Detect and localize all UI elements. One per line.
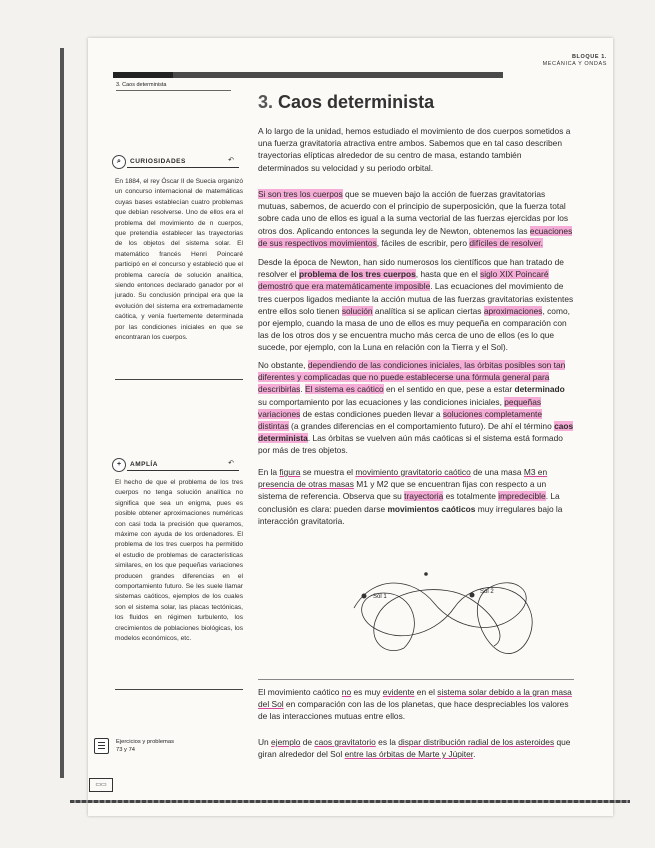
amplia-box xyxy=(115,478,243,645)
underline: sistema solar debido a la gran masa del Sol xyxy=(258,687,572,710)
paragraph-7 xyxy=(258,736,574,760)
text-run: Un xyxy=(258,737,272,747)
underline: caos gravitatorio xyxy=(314,737,376,747)
underline: M3 xyxy=(523,467,536,477)
exercises-reference xyxy=(116,738,174,754)
amplia-header xyxy=(112,458,244,472)
text-run: M1 y M2 que se encuentran fijas con respecto a un sistema de referencia. Observa que su xyxy=(258,479,547,502)
exercises-label: Ejercicios y problemas xyxy=(116,739,174,745)
paragraph-2 xyxy=(258,188,574,249)
highlight: trayectoria xyxy=(404,491,444,502)
header-bar xyxy=(113,72,503,78)
text-run: se muestra el xyxy=(300,467,356,477)
text-run: El movimiento caótico xyxy=(258,687,342,697)
text-run: muy irregulares bajo la interacción gravitatoria. xyxy=(258,503,563,526)
sun-1-mass xyxy=(362,594,367,599)
text-run: que giran alrededor del Sol xyxy=(258,737,571,760)
underline: dispar distribución radial de los asteroides xyxy=(398,737,555,747)
text-run: de una masa xyxy=(470,467,524,477)
highlight: difíciles de resolver. xyxy=(469,237,543,248)
section-label: 3. Caos determinista xyxy=(116,82,167,88)
text-run: es muy xyxy=(351,687,383,697)
highlight: El sistema es caótico xyxy=(305,384,384,395)
text-run: es la xyxy=(375,737,399,747)
text-run: Desde la época de Newton, han sido numerosos los científicos que han tratado de resolver el xyxy=(258,257,564,280)
highlight: siglo XIX Poincaré demostró que era matemáticamente imposible xyxy=(258,269,549,292)
paragraph-6 xyxy=(258,686,574,723)
moving-mass xyxy=(424,572,428,576)
text-run: No obstante, xyxy=(258,360,308,370)
underline: entre las órbitas de Marte y Júpiter xyxy=(344,749,474,760)
text-run: , como, por ejemplo, cuando la masa de uno de ellos es muy pequeña en comparación con las de los otros dos y se encuentra mucho más cerca de uno de ellos (es lo que sucede, por ejemplo, con la Luna en relación con la Tierra y el Sol). xyxy=(258,305,570,353)
text-run: su comportamiento por las ecuaciones y las condiciones iniciales, xyxy=(258,396,505,407)
highlight: impredecible xyxy=(498,491,546,502)
page-icon: ▭▭ xyxy=(89,778,113,792)
paragraph-1-text: A lo largo de la unidad, hemos estudiado el movimiento de dos cuerpos sometidos a una fuerza gravitatoria atractiva entre ambos. Sabemos que en tal caso describen trayectorias elípticas alrededor de su centro de masa, estando también determinados su velocidad y su periodo orbital. xyxy=(258,126,571,173)
highlight: aproximaciones xyxy=(483,305,543,316)
text-run: . Las órbitas se vuelven aún más caóticas si el sistema está formado por más de tres objetos. xyxy=(258,433,563,456)
amplia-heading: AMPLÍA xyxy=(130,461,158,468)
text-run: (a grandes diferencias en el comportamiento futuro). De ahí el término xyxy=(288,421,555,432)
paragraph-3 xyxy=(258,256,574,354)
highlight: pequeñas variaciones xyxy=(258,396,542,419)
highlight: soluciones completamente distintas xyxy=(258,408,543,432)
text-run: que se mueven bajo la acción de fuerzas gravitatorias mutuas, sabemos, de acuerdo con el principio de superposición, que la fuerza total sobre cada uno de ellos es igual a la suma vectorial de las fuerzas ejercidas por los otros dos. Aplicando entonces la segunda ley de Newton, obtenemos las xyxy=(258,189,569,236)
highlight: Si son tres los cuerpos xyxy=(258,189,343,199)
curiosidades-header xyxy=(112,155,244,169)
sun-2-label: Sol 2 xyxy=(480,589,494,595)
text-run: en el sentido en que, pese a estar xyxy=(383,384,515,395)
text-run: en el xyxy=(414,687,438,697)
curiosidades-text: En 1884, el rey Óscar II de Suecia organizó un concurso internacional de matemáticas cuyas bases establecían cuatro problemas que debían resolverse. Uno de ellos era el problema del movimiento de n cuerpos, que pretendía establecer las trayectorias de los objetos del sistema solar. El matemático francés Henri Poincaré participó en el concurso y estableció que el problema carecía de solución analítica, siendo entonces declarado ganador por el jurado. Su conclusión principal era que la evolución del sistema era extremadamente caótica, y venía fuertemente determinada por las condiciones iniciales en que se encontraran los cuerpos. xyxy=(115,178,243,342)
underline: ejemplo xyxy=(271,737,301,747)
magnifier-icon: ⌕ xyxy=(112,155,126,169)
block-header xyxy=(543,54,607,68)
book-icon xyxy=(94,738,109,754)
bold-run: movimientos caóticos xyxy=(387,503,476,514)
highlight: problema de los tres cuerpos xyxy=(298,269,416,280)
text-run: . La conclusión es clara: pueden darse xyxy=(258,491,560,514)
text-run: , fáciles de escribir, pero xyxy=(376,237,470,248)
divider xyxy=(258,679,574,680)
underline: figura xyxy=(279,467,301,477)
zoom-in-icon: + xyxy=(112,458,126,472)
curiosidades-box xyxy=(115,177,243,344)
scan-bottom-edge xyxy=(70,800,630,803)
text-run: En la xyxy=(258,467,280,477)
curiosidades-heading: CURIOSIDADES xyxy=(130,158,186,165)
title-text: Caos determinista xyxy=(278,92,435,112)
text-run: . xyxy=(473,749,476,760)
bold-run: determinado xyxy=(514,384,565,395)
arrow-icon: ↶ xyxy=(228,157,234,164)
sun-2-mass xyxy=(470,593,475,598)
underline: no xyxy=(341,687,352,697)
chaotic-orbit-figure xyxy=(344,568,544,660)
page-title xyxy=(258,92,434,113)
text-run: , hasta que en el xyxy=(415,269,481,280)
amplia-end-rule xyxy=(115,689,243,690)
exercises-pages: 73 y 74 xyxy=(116,747,136,753)
text-run: analítica si se aplican ciertas xyxy=(372,305,484,316)
curiosidades-end-rule xyxy=(115,379,243,380)
sun-1-label: Sol 1 xyxy=(373,594,387,600)
arrow-icon: ↶ xyxy=(228,460,234,467)
amplia-text: El hecho de que el problema de los tres cuerpos no tenga solución analítica no significa que sea un enigma, pues es posible obtener aproximaciones numéricas con casi toda la precisión que queramos, máxime con ayuda de los ordenadores. El problema de los tres cuerpos ha permitido el estudio de problemas de características similares, en los que pequeñas variaciones producen grandes diferencias en el comportamiento futuro. Se les suele llamar sistemas caóticos, ejemplos de los cuales son el sistema solar, las placas tectónicas, los fluidos en régimen turbulento, los crecimientos de poblaciones biológicas, los modelos económicos, etc. xyxy=(115,479,243,643)
paragraph-5 xyxy=(258,466,574,527)
text-run: es totalmente xyxy=(443,491,499,502)
orbit-path xyxy=(374,590,500,651)
highlight: solución xyxy=(341,305,373,316)
paragraph-1 xyxy=(258,125,574,174)
text-run: en comparación con las de los planetas, que hace despreciables los valores de las interacciones mutuas entre ellos. xyxy=(258,699,569,722)
binding-edge xyxy=(60,48,64,778)
text-run: . xyxy=(300,384,306,395)
block-number: BLOQUE 1. xyxy=(571,54,607,60)
underline: en presencia de otras masas xyxy=(258,467,548,490)
text-run: de xyxy=(300,737,315,747)
block-subtitle: MECÁNICA Y ONDAS xyxy=(542,61,607,67)
highlight: caos determinista xyxy=(258,421,574,444)
highlight: dependiendo de las condiciones iniciales, las órbitas posibles son tan diferentes y complicadas que no puede establecerse una fórmula general para describirlas xyxy=(258,360,566,395)
underline: evidente xyxy=(382,687,415,697)
orbit-path xyxy=(362,587,529,648)
highlight: ecuaciones de sus respectivos movimientos xyxy=(258,225,573,248)
title-number: 3. xyxy=(258,92,274,112)
paragraph-4 xyxy=(258,359,574,457)
underline: movimiento gravitatorio caótico xyxy=(355,467,471,477)
text-run: de estas condiciones pueden llevar a xyxy=(300,408,443,419)
text-run: . Las ecuaciones del movimiento de tres cuerpos ligados mediante la acción mutua de las fuerzas gravitatorias existentes entre ellos solo tienen xyxy=(258,281,574,316)
